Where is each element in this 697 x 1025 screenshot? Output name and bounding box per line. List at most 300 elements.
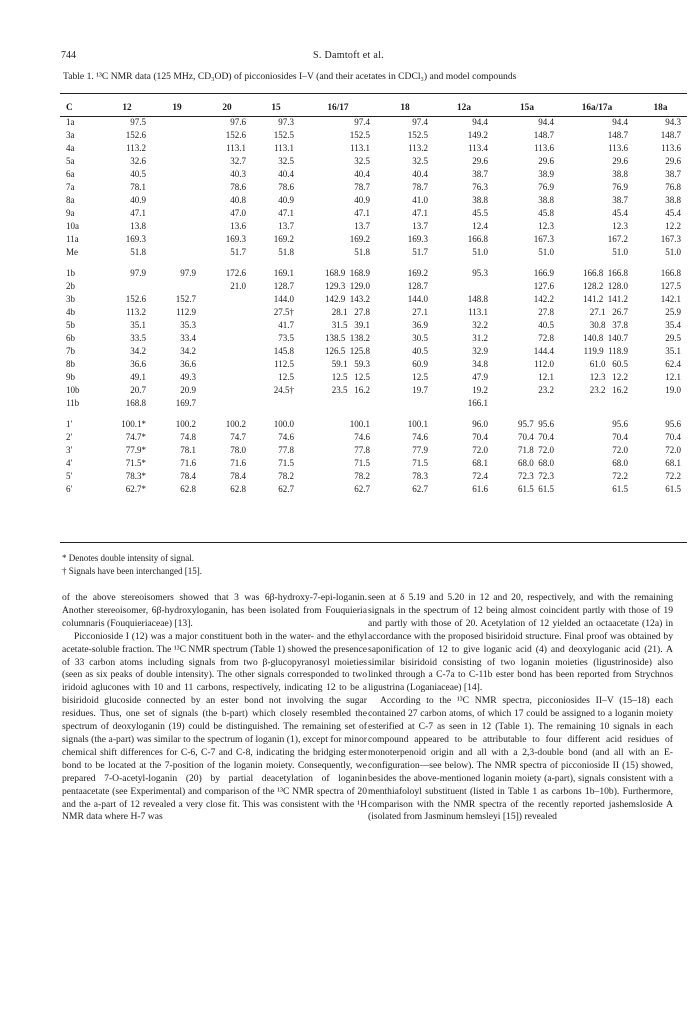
shift-value: 34.8 xyxy=(472,359,488,369)
shift-value: 61.5 61.5 xyxy=(518,484,554,494)
shift-value: 113.1 xyxy=(274,143,294,153)
shift-value: 35.4 xyxy=(665,320,681,330)
carbon-label: 3′ xyxy=(66,445,73,455)
shift-value: 68.0 68.0 xyxy=(518,458,554,468)
shift-value: 74.7 xyxy=(230,432,246,442)
shift-value xyxy=(152,181,202,194)
shift-value: 78.1 xyxy=(180,445,196,455)
shift-value: 40.4 xyxy=(354,169,370,179)
carbon-label: 9a xyxy=(66,208,75,218)
shift-value: 61.6 xyxy=(472,484,488,494)
column-header: 15a xyxy=(520,102,534,113)
shift-value: 62.8 xyxy=(180,484,196,494)
shift-value: 13.7 xyxy=(412,221,428,231)
shift-value: 169.3 xyxy=(225,234,246,244)
shift-value: 38.7 xyxy=(612,195,628,205)
shift-value: 152.6 xyxy=(125,130,146,140)
shift-value xyxy=(152,155,202,168)
shift-value: 51.8 xyxy=(130,247,146,257)
shift-value: 149.2 xyxy=(467,130,488,140)
shift-value xyxy=(152,410,202,418)
shift-value: 36.6 xyxy=(130,359,146,369)
table-caption: Table 1. ¹³C NMR data (125 MHz, CD₃OD) of picconiosides I–V (and their acetates in CDCl₃) and model compounds xyxy=(63,71,517,82)
shift-value xyxy=(202,293,252,306)
shift-value: 152.5 xyxy=(407,130,428,140)
column-header: C xyxy=(66,102,73,113)
shift-value: 72.2 xyxy=(665,471,681,481)
shift-value: 78.3 xyxy=(412,471,428,481)
shift-value: 140.8 140.7 xyxy=(583,333,628,343)
paragraph: of the above stereoisomers showed that 3 was 6β-hydroxy-7-epi-loganin. Another stereoisomer, 6β-hydroxyloganin, has been isolated from Fouquieria columnaris (Fouquieriaceae) [13]. xyxy=(62,592,367,629)
shift-value xyxy=(152,129,202,142)
shift-value: 112.0 xyxy=(534,359,554,369)
carbon-label xyxy=(60,259,102,267)
shift-value: 24.5† xyxy=(273,385,294,395)
shift-value: 72.0 xyxy=(472,445,488,455)
column-header: 15 xyxy=(271,102,281,113)
shift-value: 51.8 xyxy=(354,247,370,257)
shift-value xyxy=(494,397,560,410)
shift-value: 40.3 xyxy=(230,169,246,179)
shift-value: 70.4 70.4 xyxy=(518,432,554,442)
shift-value: 70.4 xyxy=(612,432,628,442)
carbon-label: 2′ xyxy=(66,432,73,442)
shift-value: 152.5 xyxy=(349,130,370,140)
shift-value: 62.4 xyxy=(665,359,681,369)
shift-value: 40.5 xyxy=(412,346,428,356)
table-row xyxy=(60,155,687,168)
shift-value: 144.4 xyxy=(533,346,554,356)
shift-value: 77.8 xyxy=(278,445,294,455)
shift-value: 95.6 xyxy=(612,419,628,429)
shift-value: 72.4 xyxy=(472,471,488,481)
shift-value: 51.8 xyxy=(278,247,294,257)
shift-value: 32.5 xyxy=(354,156,370,166)
shift-value: 97.5 xyxy=(130,117,146,127)
shift-value: 74.8 xyxy=(180,432,196,442)
shift-value: 40.8 xyxy=(230,195,246,205)
table-row xyxy=(60,418,687,431)
shift-value: 38.8 xyxy=(665,195,681,205)
shift-value xyxy=(152,207,202,220)
shift-value: 72.0 xyxy=(665,445,681,455)
shift-value: 74.6 xyxy=(278,432,294,442)
shift-value: 152.6 xyxy=(125,294,146,304)
carbon-label: 2b xyxy=(66,281,75,291)
shift-value: 35.3 xyxy=(180,320,196,330)
shift-value xyxy=(252,259,300,267)
paragraph: According to the ¹³C NMR spectra, picconiosides II–V (15–18) each contained 27 carbon atoms, of which 17 could be assigned to a loganin moiety esterified at C-7 as seen in 12 (Table 1). The remaining 10 signals in each compound appeared to be attributable to four different acid residues of monoterpenoid origin and all with a 2,3-double bond (and all with an E-configuration—see below). The NMR spectra of picconioside II (15) showed, besides the above-mentioned loganin moiety (a-part), signals consistent with a menthiafoloyl substituent (listed in Table 1 as carbons 1b–10b). Furthermore, comparison with the NMR spectra of the recently reported jashemsloside A (isolated from Jasminum hemsleyi [15]) revealed xyxy=(368,695,673,823)
carbon-label: 8a xyxy=(66,195,75,205)
carbon-label: 1b xyxy=(66,268,75,278)
table-row xyxy=(60,259,687,267)
shift-value: 169.2 xyxy=(407,268,428,278)
shift-value: 45.4 xyxy=(612,208,628,218)
shift-value xyxy=(202,397,252,410)
shift-value: 169.1 xyxy=(273,268,294,278)
shift-value xyxy=(300,397,376,410)
shift-value: 113.6 xyxy=(661,143,681,153)
shift-value: 51.7 xyxy=(412,247,428,257)
shift-value: 113.2 xyxy=(126,307,146,317)
shift-value: 47.1 xyxy=(130,208,146,218)
carbon-label: 10b xyxy=(66,385,80,395)
shift-value: 166.1 xyxy=(467,398,488,408)
shift-value: 35.1 xyxy=(665,346,681,356)
shift-value xyxy=(102,259,152,267)
shift-value: 47.1 xyxy=(354,208,370,218)
shift-value: 68.1 xyxy=(665,458,681,468)
shift-value: 29.6 xyxy=(538,156,554,166)
shift-value: 27.5† xyxy=(273,307,294,317)
shift-value: 100.1* xyxy=(121,419,146,429)
shift-value: 94.3 xyxy=(665,117,681,127)
table-row xyxy=(60,319,687,332)
shift-value: 152.6 xyxy=(225,130,246,140)
shift-value: 112.5 xyxy=(274,359,294,369)
table-row xyxy=(60,431,687,444)
shift-value: 61.5 xyxy=(612,484,628,494)
column-header: 12 xyxy=(122,102,132,113)
shift-value: 100.2 xyxy=(225,419,246,429)
shift-value: 97.4 xyxy=(354,117,370,127)
shift-value: 40.9 xyxy=(130,195,146,205)
shift-value xyxy=(152,142,202,155)
nmr-data-table xyxy=(60,99,687,496)
shift-value: 41.7 xyxy=(278,320,294,330)
shift-value: 34.2 xyxy=(180,346,196,356)
shift-value: 40.5 xyxy=(130,169,146,179)
shift-value xyxy=(560,397,634,410)
shift-value: 138.5 138.2 xyxy=(325,333,370,343)
table-row xyxy=(60,397,687,410)
shift-value xyxy=(202,259,252,267)
shift-value: 142.9 143.2 xyxy=(325,294,370,304)
carbon-label: 1′ xyxy=(66,419,73,429)
carbon-label: 3a xyxy=(66,130,75,140)
shift-value: 32.9 xyxy=(472,346,488,356)
shift-value: 29.5 xyxy=(665,333,681,343)
shift-value: 70.4 xyxy=(472,432,488,442)
paragraph: Picconioside I (12) was a major constituent both in the water- and the ethyl acetate-soluble fraction. The ¹³C NMR spectrum (Table 1) showed the presence of 33 carbon atoms including signals from two β-glucopyranosyl moieties (seen as six peaks of double intensity). The other signals corresponded to two iridoid aglucones with 10 and 11 carbons, respectively, indicating 12 to be a bisiridoid glucoside connected by an ester bond not involving the sugar residues. Thus, one set of signals (the b-part) which closely resembled the spectrum of deoxyloganin (19) could be distinguished. The remaining set of signals (the a-part) was similar to the spectrum of loganin (1), except for minor chemical shift differences for C-6, C-7 and C-8, indicating the bridging ester bond to be located at the 7-position of the loganin moiety. Consequently, we prepared 7-O-acetyl-loganin (20) by partial deacetylation of loganin pentaacetate (see Experimental) and comparison of the ¹³C NMR spectra of 20 and the a-part of 12 revealed a very close fit. This was consistent with the ¹H NMR data where H-7 was xyxy=(62,630,367,823)
shift-value: 128.7 xyxy=(407,281,428,291)
shift-value: 61.0 60.5 xyxy=(589,359,628,369)
shift-value: 127.5 xyxy=(660,281,681,291)
shift-value: 51.0 xyxy=(472,247,488,257)
table-row xyxy=(60,470,687,483)
page-number: 744 xyxy=(61,50,76,61)
shift-value: 167.2 xyxy=(607,234,628,244)
shift-value: 100.2 xyxy=(175,419,196,429)
shift-value: 62.7 xyxy=(412,484,428,494)
shift-value: 95.3 xyxy=(472,268,488,278)
shift-value xyxy=(152,168,202,181)
shift-value xyxy=(202,319,252,332)
shift-value: 148.7 xyxy=(660,130,681,140)
shift-value: 76.9 xyxy=(612,182,628,192)
table-row xyxy=(60,483,687,496)
shift-value: 40.4 xyxy=(278,169,294,179)
shift-value xyxy=(152,116,202,129)
shift-value: 94.4 xyxy=(612,117,628,127)
shift-value: 38.7 xyxy=(472,169,488,179)
shift-value: 166.8 166.8 xyxy=(583,268,628,278)
shift-value: 62.7* xyxy=(125,484,146,494)
carbon-label: 5′ xyxy=(66,471,73,481)
table-row xyxy=(60,246,687,259)
shift-value: 97.6 xyxy=(230,117,246,127)
shift-value: 77.9 xyxy=(412,445,428,455)
shift-value: 27.1 26.7 xyxy=(589,307,628,317)
shift-value: 38.7 xyxy=(665,169,681,179)
shift-value: 113.1 xyxy=(350,143,370,153)
shift-value: 144.0 xyxy=(273,294,294,304)
column-header: 16a/17a xyxy=(581,102,613,113)
carbon-label xyxy=(60,410,102,418)
shift-value: 97.4 xyxy=(412,117,428,127)
shift-value xyxy=(634,397,687,410)
table-header-row xyxy=(60,99,687,116)
shift-value: 112.9 xyxy=(176,307,196,317)
shift-value: 23.2 xyxy=(538,385,554,395)
shift-value: 169.2 xyxy=(349,234,370,244)
shift-value: 40.9 xyxy=(278,195,294,205)
shift-value xyxy=(152,246,202,259)
running-head: S. Damtoft et al. xyxy=(313,50,384,61)
shift-value: 95.7 95.6 xyxy=(518,419,554,429)
shift-value: 25.9 xyxy=(665,307,681,317)
shift-value: 145.8 xyxy=(273,346,294,356)
shift-value: 100.1 xyxy=(407,419,428,429)
shift-value: 76.3 xyxy=(472,182,488,192)
table-row xyxy=(60,181,687,194)
table-row xyxy=(60,332,687,345)
carbon-label: 6a xyxy=(66,169,75,179)
shift-value xyxy=(152,233,202,246)
shift-value: 19.0 xyxy=(665,385,681,395)
shift-value: 68.1 xyxy=(472,458,488,468)
shift-value: 30.5 xyxy=(412,333,428,343)
shift-value xyxy=(152,280,202,293)
shift-value: 68.0 xyxy=(612,458,628,468)
table-row xyxy=(60,293,687,306)
shift-value: 166.9 xyxy=(533,268,554,278)
shift-value: 30.8 37.8 xyxy=(589,320,628,330)
shift-value: 38.8 xyxy=(612,169,628,179)
shift-value: 77.9* xyxy=(125,445,146,455)
table-row xyxy=(60,444,687,457)
carbon-label: 11b xyxy=(66,398,80,408)
shift-value: 148.8 xyxy=(467,294,488,304)
table-row xyxy=(60,220,687,233)
shift-value xyxy=(252,397,300,410)
table-top-rule xyxy=(60,93,687,94)
shift-value: 76.9 xyxy=(538,182,554,192)
shift-value: 27.8 xyxy=(538,307,554,317)
shift-value: 61.5 xyxy=(665,484,681,494)
shift-value: 12.5 12.5 xyxy=(331,372,370,382)
table-row xyxy=(60,194,687,207)
shift-value: 47.9 xyxy=(472,372,488,382)
shift-value: 78.1 xyxy=(130,182,146,192)
shift-value: 97.9 xyxy=(130,268,146,278)
table-row xyxy=(60,168,687,181)
shift-value: 167.3 xyxy=(533,234,554,244)
shift-value: 94.4 xyxy=(538,117,554,127)
shift-value xyxy=(434,410,494,418)
table-row xyxy=(60,371,687,384)
shift-value: 13.6 xyxy=(230,221,246,231)
shift-value: 32.5 xyxy=(278,156,294,166)
shift-value xyxy=(434,280,494,293)
shift-value: 51.7 xyxy=(230,247,246,257)
shift-value: 12.3 12.2 xyxy=(589,372,628,382)
shift-value: 166.8 xyxy=(467,234,488,244)
shift-value: 62.8 xyxy=(230,484,246,494)
table-row xyxy=(60,384,687,397)
shift-value: 32.7 xyxy=(230,156,246,166)
shift-value: 113.1 xyxy=(468,307,488,317)
shift-value: 12.3 xyxy=(612,221,628,231)
shift-value: 71.6 xyxy=(230,458,246,468)
shift-value: 36.9 xyxy=(412,320,428,330)
shift-value: 152.5 xyxy=(273,130,294,140)
shift-value: 126.5 125.8 xyxy=(325,346,370,356)
shift-value: 142.1 xyxy=(660,294,681,304)
shift-value: 23.5 16.2 xyxy=(331,385,370,395)
shift-value: 31.2 xyxy=(472,333,488,343)
shift-value: 23.2 16.2 xyxy=(589,385,628,395)
table-row xyxy=(60,267,687,280)
shift-value: 40.9 xyxy=(354,195,370,205)
shift-value: 71.5* xyxy=(125,458,146,468)
shift-value: 77.8 xyxy=(354,445,370,455)
shift-value: 20.9 xyxy=(180,385,196,395)
shift-value: 94.4 xyxy=(472,117,488,127)
shift-value: 78.7 xyxy=(354,182,370,192)
table-bottom-rule xyxy=(60,542,687,543)
shift-value: 71.5 xyxy=(412,458,428,468)
shift-value: 72.2 xyxy=(612,471,628,481)
shift-value: 38.8 xyxy=(472,195,488,205)
paragraph: seen at δ 5.19 and 5.20 in 12 and 20, respectively, and with the remaining signals in the spectrum of 12 being almost coincident partly with those of 19 and partly with those of 20. Acetylation of 12 yielded an octaacetate (12a) in accordance with the proposed bisiridoid structure. Final proof was obtained by saponification of 12 to give loganic acid (4) and deoxyloganic acid (21). A similar bisiridoid consisting of two loganin moieties (ligustrinoside) also linked through a C-7a to C-11b ester bond has been reported from Strychnos ligustrina (Loganiaceae) [14]. xyxy=(368,592,673,694)
shift-value: 71.5 xyxy=(354,458,370,468)
shift-value xyxy=(634,259,687,267)
shift-value: 49.3 xyxy=(180,372,196,382)
shift-value: 72.3 72.3 xyxy=(518,471,554,481)
shift-value: 27.1 xyxy=(412,307,428,317)
shift-value xyxy=(152,220,202,233)
shift-value: 60.9 xyxy=(412,359,428,369)
shift-value: 113.2 xyxy=(408,143,428,153)
shift-value: 34.2 xyxy=(130,346,146,356)
shift-value: 169.2 xyxy=(273,234,294,244)
shift-value: 141.2 141.2 xyxy=(583,294,628,304)
shift-value: 78.2 xyxy=(278,471,294,481)
shift-value: 72.0 xyxy=(612,445,628,455)
carbon-label: 11a xyxy=(66,234,79,244)
shift-value: 38.8 xyxy=(538,195,554,205)
carbon-label: 7a xyxy=(66,182,75,192)
shift-value xyxy=(634,410,687,418)
shift-value: 32.5 xyxy=(412,156,428,166)
body-text-left-column xyxy=(62,592,367,824)
carbon-label: 6b xyxy=(66,333,75,343)
shift-value: 78.0 xyxy=(230,445,246,455)
column-header: 18 xyxy=(400,102,410,113)
shift-value xyxy=(560,410,634,418)
shift-value: 13.7 xyxy=(278,221,294,231)
shift-value: 12.1 xyxy=(538,372,554,382)
shift-value: 168.8 xyxy=(125,398,146,408)
shift-value: 40.5 xyxy=(538,320,554,330)
shift-value: 74.6 xyxy=(412,432,428,442)
carbon-label: 6′ xyxy=(66,484,73,494)
shift-value: 119.9 118.9 xyxy=(583,346,628,356)
shift-value: 12.4 xyxy=(472,221,488,231)
shift-value: 62.7 xyxy=(354,484,370,494)
shift-value: 47.1 xyxy=(412,208,428,218)
shift-value: 78.6 xyxy=(278,182,294,192)
shift-value: 100.0 xyxy=(273,419,294,429)
shift-value: 41.0 xyxy=(412,195,428,205)
shift-value: 113.4 xyxy=(468,143,488,153)
shift-value: 33.4 xyxy=(180,333,196,343)
carbon-label: 10a xyxy=(66,221,79,231)
carbon-label: 9b xyxy=(66,372,75,382)
shift-value: 62.7 xyxy=(278,484,294,494)
shift-value: 148.7 xyxy=(607,130,628,140)
shift-value: 35.1 xyxy=(130,320,146,330)
shift-value: 45.4 xyxy=(665,208,681,218)
table-row xyxy=(60,233,687,246)
shift-value: 100.1 xyxy=(349,419,370,429)
table-row xyxy=(60,280,687,293)
shift-value: 97.9 xyxy=(180,268,196,278)
carbon-label: 4b xyxy=(66,307,75,317)
body-text-right-column xyxy=(368,592,673,824)
shift-value: 78.7 xyxy=(412,182,428,192)
shift-value: 70.4 xyxy=(665,432,681,442)
shift-value xyxy=(494,410,560,418)
shift-value xyxy=(300,259,376,267)
carbon-label: 8b xyxy=(66,359,75,369)
shift-value: 45.8 xyxy=(538,208,554,218)
shift-value xyxy=(202,371,252,384)
shift-value: 51.0 xyxy=(538,247,554,257)
shift-value: 166.8 xyxy=(660,268,681,278)
carbon-label: 5a xyxy=(66,156,75,166)
shift-value: 74.7* xyxy=(125,432,146,442)
column-header: 18a xyxy=(653,102,668,113)
shift-value: 172.6 xyxy=(225,268,246,278)
shift-value: 29.6 xyxy=(612,156,628,166)
shift-value xyxy=(300,410,376,418)
shift-value: 78.4 xyxy=(230,471,246,481)
shift-value xyxy=(102,280,152,293)
shift-value: 13.8 xyxy=(130,221,146,231)
shift-value: 169.7 xyxy=(175,398,196,408)
shift-value: 148.7 xyxy=(533,130,554,140)
carbon-label: 4′ xyxy=(66,458,73,468)
shift-value: 51.0 xyxy=(665,247,681,257)
shift-value: 128.7 xyxy=(273,281,294,291)
shift-value xyxy=(560,259,634,267)
shift-value: 113.1 xyxy=(226,143,246,153)
shift-value: 152.7 xyxy=(175,294,196,304)
shift-value: 12.1 xyxy=(665,372,681,382)
shift-value xyxy=(202,306,252,319)
